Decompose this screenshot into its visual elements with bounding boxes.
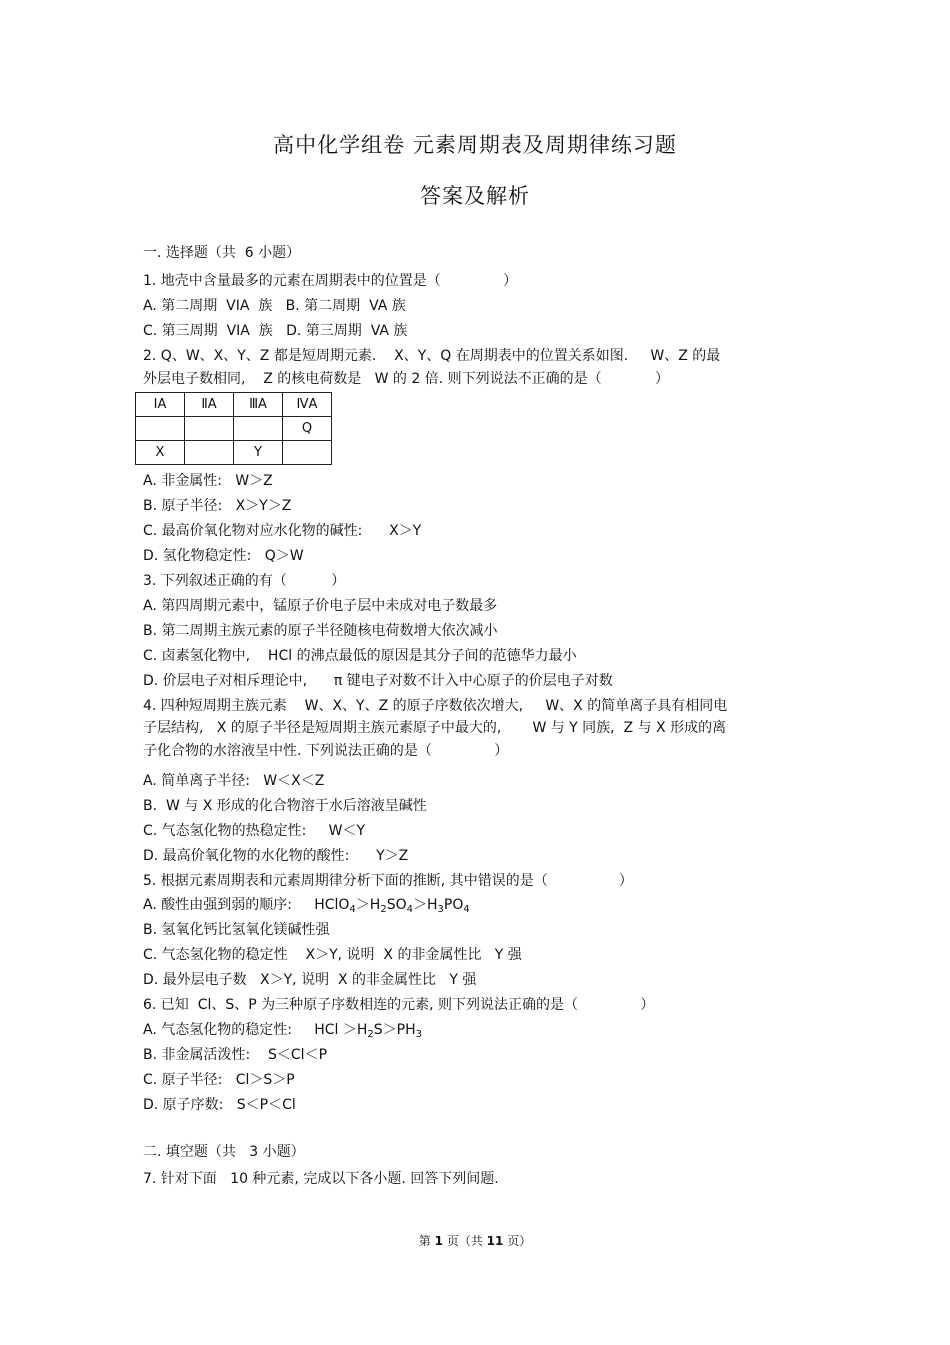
q5-option-a-text: SO <box>386 897 407 913</box>
q3-option-b: B. 第二周期主族元素的原子半径随核电荷数增大依次减小 <box>143 623 498 639</box>
table-cell: ⅡA <box>185 393 234 417</box>
periodic-table-fragment <box>135 392 332 465</box>
document-title: 高中化学组卷 元素周期表及周期律练习题 <box>273 133 677 157</box>
document-subtitle: 答案及解析 <box>420 184 530 208</box>
q4-option-b: B. W 与 X 形成的化合物溶于水后溶液呈碱性 <box>143 798 427 814</box>
footer-total-pages: 11 <box>486 1234 504 1248</box>
q3-option-d: D. 价层电子对相斥理论中, π 键电子对数不计入中心原子的价层电子对数 <box>143 673 613 689</box>
section-heading-fill: 二. 填空题（共 3 小题） <box>143 1144 305 1160</box>
q2-option-c: C. 最高价氧化物对应水化物的碱性: X＞Y <box>143 523 422 539</box>
q4-stem-line1: 4. 四种短周期主族元素 W、X、Y、Z 的原子序数依次增大, W、X 的简单离子具有相同电 <box>143 698 728 714</box>
table-cell <box>234 417 283 441</box>
q4-option-a: A. 简单离子半径: W＜X＜Z <box>143 773 325 789</box>
q4-option-c: C. 气态氢化物的热稳定性: W＜Y <box>143 823 366 839</box>
table-cell <box>185 441 234 465</box>
subscript: 4 <box>463 904 470 915</box>
footer-suffix: 页） <box>507 1234 532 1248</box>
q6-stem: 6. 已知 Cl、S、P 为三种原子序数相连的元素, 则下列说法正确的是（ ） <box>143 997 655 1013</box>
q2-option-d: D. 氢化物稳定性: Q＞W <box>143 548 304 564</box>
footer-prefix: 第 <box>418 1234 431 1248</box>
table-row <box>136 441 332 465</box>
subscript: 3 <box>415 1029 422 1040</box>
table-cell: Q <box>283 417 332 441</box>
q5-option-a <box>143 896 470 914</box>
q5-option-d: D. 最外层电子数 X＞Y, 说明 X 的非金属性比 Y 强 <box>143 972 477 988</box>
q6-option-a <box>143 1021 422 1039</box>
q2-option-b: B. 原子半径: X＞Y＞Z <box>143 498 292 514</box>
table-header-row <box>136 393 332 417</box>
subscript: 2 <box>380 904 387 915</box>
q4-stem-line3: 子化合物的水溶液呈中性. 下列说法正确的是（ ） <box>143 743 509 759</box>
q1-options-cd: C. 第三周期 VIA 族 D. 第三周期 VA 族 <box>143 323 408 339</box>
q3-option-a: A. 第四周期元素中，锰原子价电子层中未成对电子数最多 <box>143 598 498 614</box>
q5-option-c: C. 气态氢化物的稳定性 X＞Y, 说明 X 的非金属性比 Y 强 <box>143 947 522 963</box>
subscript: 3 <box>437 904 444 915</box>
q5-stem: 5. 根据元素周期表和元素周期律分析下面的推断, 其中错误的是（ ） <box>143 873 633 889</box>
footer-mid: 页（共 <box>446 1234 483 1248</box>
q5-option-a-text: PO <box>443 897 464 913</box>
q4-stem-line2: 子层结构, X 的原子半径是短周期主族元素原子中最大的, W 与 Y 同族, Z 与 X 形成的离 <box>143 720 727 736</box>
q6-option-a-text: A. 气态氢化物的稳定性: HCl ＞H <box>143 1022 368 1038</box>
q6-option-c: C. 原子半径: Cl＞S＞P <box>143 1072 295 1088</box>
q1-stem: 1. 地壳中含量最多的元素在周期表中的位置是（ ） <box>143 273 518 289</box>
page-footer <box>0 1232 950 1249</box>
q7-stem: 7. 针对下面 10 种元素, 完成以下各小题. 回答下列间题. <box>143 1171 499 1187</box>
table-cell <box>185 417 234 441</box>
q2-option-a: A. 非金属性: W＞Z <box>143 473 273 489</box>
q3-stem: 3. 下列叙述正确的有（ ） <box>143 573 346 589</box>
q5-option-a-text: A. 酸性由强到弱的顺序: HClO <box>143 897 350 913</box>
table-cell: ⅠA <box>136 393 185 417</box>
q5-option-a-text: ＞H <box>355 897 381 913</box>
table-cell: X <box>136 441 185 465</box>
table-cell: ⅢA <box>234 393 283 417</box>
table-cell <box>283 441 332 465</box>
q2-stem-line2: 外层电子数相同, Z 的核电荷数是 W 的 2 倍. 则下列说法不正确的是（ ） <box>143 371 670 387</box>
q5-option-b: B. 氢氧化钙比氢氧化镁碱性强 <box>143 922 330 938</box>
q4-option-d: D. 最高价氧化物的水化物的酸性: Y＞Z <box>143 848 409 864</box>
q2-stem-line1: 2. Q、W、X、Y、Z 都是短周期元素. X、Y、Q 在周期表中的位置关系如图. W、Z 的最 <box>143 348 721 364</box>
q5-option-a-text: ＞H <box>412 897 438 913</box>
footer-page-number: 1 <box>434 1234 443 1248</box>
q1-options-ab: A. 第二周期 VIA 族 B. 第二周期 VA 族 <box>143 298 406 314</box>
table-cell: ⅣA <box>283 393 332 417</box>
subscript: 2 <box>367 1029 374 1040</box>
section-heading-choice: 一. 选择题（共 6 小题） <box>143 245 301 261</box>
q3-option-c: C. 卤素氢化物中, HCl 的沸点最低的原因是其分子间的范德华力最小 <box>143 648 577 664</box>
table-row <box>136 417 332 441</box>
q6-option-a-text: S＞PH <box>373 1022 416 1038</box>
subscript: 4 <box>349 904 356 915</box>
q6-option-d: D. 原子序数: S＜P＜Cl <box>143 1097 296 1113</box>
table-cell: Y <box>234 441 283 465</box>
q6-option-b: B. 非金属活泼性: S＜Cl＜P <box>143 1047 328 1063</box>
table-cell <box>136 417 185 441</box>
subscript: 4 <box>406 904 413 915</box>
